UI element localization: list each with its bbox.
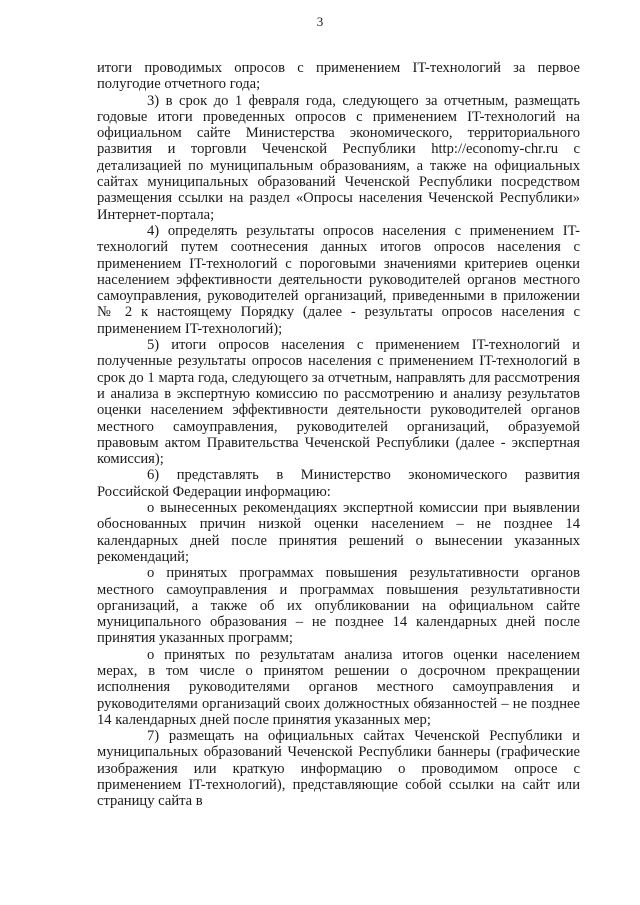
paragraph-item-3: 3) в срок до 1 февраля года, следующего за отчетным, размещать годовые итоги проведенных опросов с применением IT-технологий на официальном сайте Министерства экономического, территориального развития и торговли Чеченской Республики http://economy-chr.ru с детализацией по муниципальным образованиям, а также на официальных сайтах муниципальных образований Чеченской Республики посредством размещения ссылки на раздел «Опросы населения Чеченской Республики» Интернет-портала; xyxy=(97,92,580,223)
paragraph-item-4: 4) определять результаты опросов населения с применением IT-технологий путем соотнесения данных итогов опросов населения с применением IT-технологий с пороговыми значениями критериев оценки населением эффективности деятельности руководителей органов местного самоуправления, руководителей организаций, приведенными в приложении № 2 к настоящему Порядку (далее - результаты опросов населения с применением IT-технологий); xyxy=(97,222,580,337)
paragraph-item-7: 7) размещать на официальных сайтах Чеченской Республики и муниципальных образований Чеченской Республики баннеры (графические изображения или краткую информацию о проводимом опросе с применением IT-технологий), представляющие собой ссылки на сайт или страницу сайта в xyxy=(97,728,580,810)
paragraph-continuation: итоги проводимых опросов с применением IT-технологий за первое полугодие отчетного года; xyxy=(97,60,580,93)
paragraph-item-5: 5) итоги опросов населения с применением IT-технологий и полученные результаты опросов населения с применением IT-технологий в срок до 1 марта года, следующего за отчетным, направлять для рассмотрения и анализа в экспертную комиссию по рассмотрению и анализу результатов оценки населением эффективности деятельности руководителей органов местного самоуправления, руководителей организаций, образуемой правовым актом Правительства Чеченской Республики (далее - экспертная комиссия); xyxy=(97,337,580,468)
page-number: 3 xyxy=(316,14,324,29)
paragraph-item-6-recommendations: о вынесенных рекомендациях экспертной комиссии при выявлении обоснованных причин низкой оценки населением – не позднее 14 календарных дней после принятия решений о вынесении указанных рекомендаций; xyxy=(97,500,580,565)
paragraph-item-6-measures: о принятых по результатам анализа итогов оценки населением мерах, в том числе о принятом решении о досрочном прекращении исполнения руководителями органов местного самоуправления и руководителями организаций своих должностных обязанностей – не позднее 14 календарных дней после принятия указанных мер; xyxy=(97,646,580,728)
paragraph-item-6-programs: о принятых программах повышения результативности органов местного самоуправления и программах повышения результативности организаций, а также об их опубликовании на официальном сайте муниципального образования – не позднее 14 календарных дней после принятия указанных программ; xyxy=(97,565,580,647)
document-body xyxy=(97,60,580,810)
paragraph-item-6: 6) представлять в Министерство экономического развития Российской Федерации информацию: xyxy=(97,467,580,500)
